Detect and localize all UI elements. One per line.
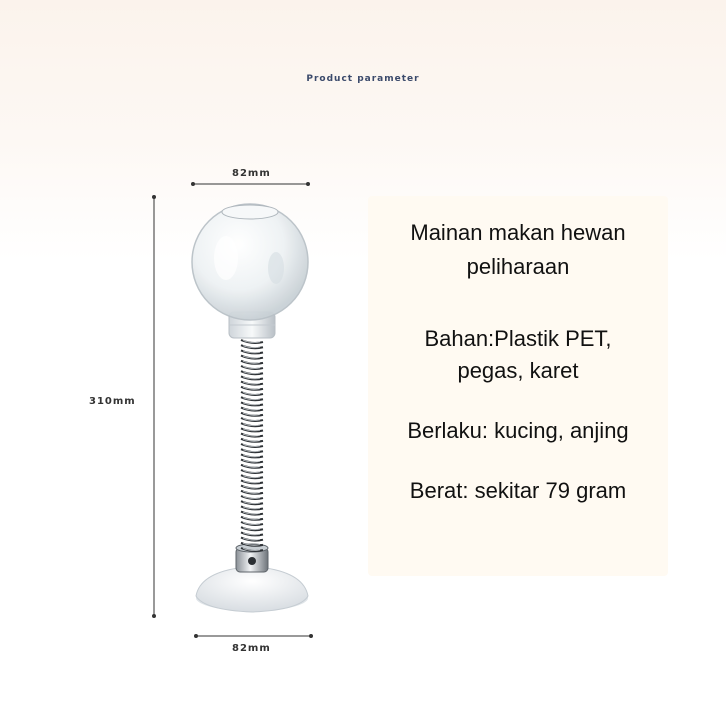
weight-line: Berat: sekitar 79 gram	[409, 478, 627, 503]
suction-cup-base	[196, 568, 308, 612]
bottom-width-label: 82mm	[232, 643, 271, 654]
material-line1: Bahan:Plastik PET,	[424, 326, 612, 351]
spring	[241, 340, 263, 551]
bottom-dimension-line	[194, 634, 313, 638]
height-label: 310mm	[89, 396, 136, 407]
product-parameter-title: Product parameter	[306, 74, 420, 84]
top-dimension-line	[191, 182, 310, 186]
applicable-line: Berlaku: kucing, anjing	[407, 418, 629, 443]
product-name-line1: Mainan makan hewan	[410, 220, 626, 245]
transparent-ball	[192, 204, 308, 320]
product-name-line2: peliharaan	[466, 254, 570, 279]
top-width-label: 82mm	[232, 168, 271, 179]
metal-connector	[236, 544, 268, 572]
material-line2: pegas, karet	[457, 358, 579, 383]
height-dimension-line	[152, 195, 156, 618]
product-info-panel	[368, 196, 668, 576]
